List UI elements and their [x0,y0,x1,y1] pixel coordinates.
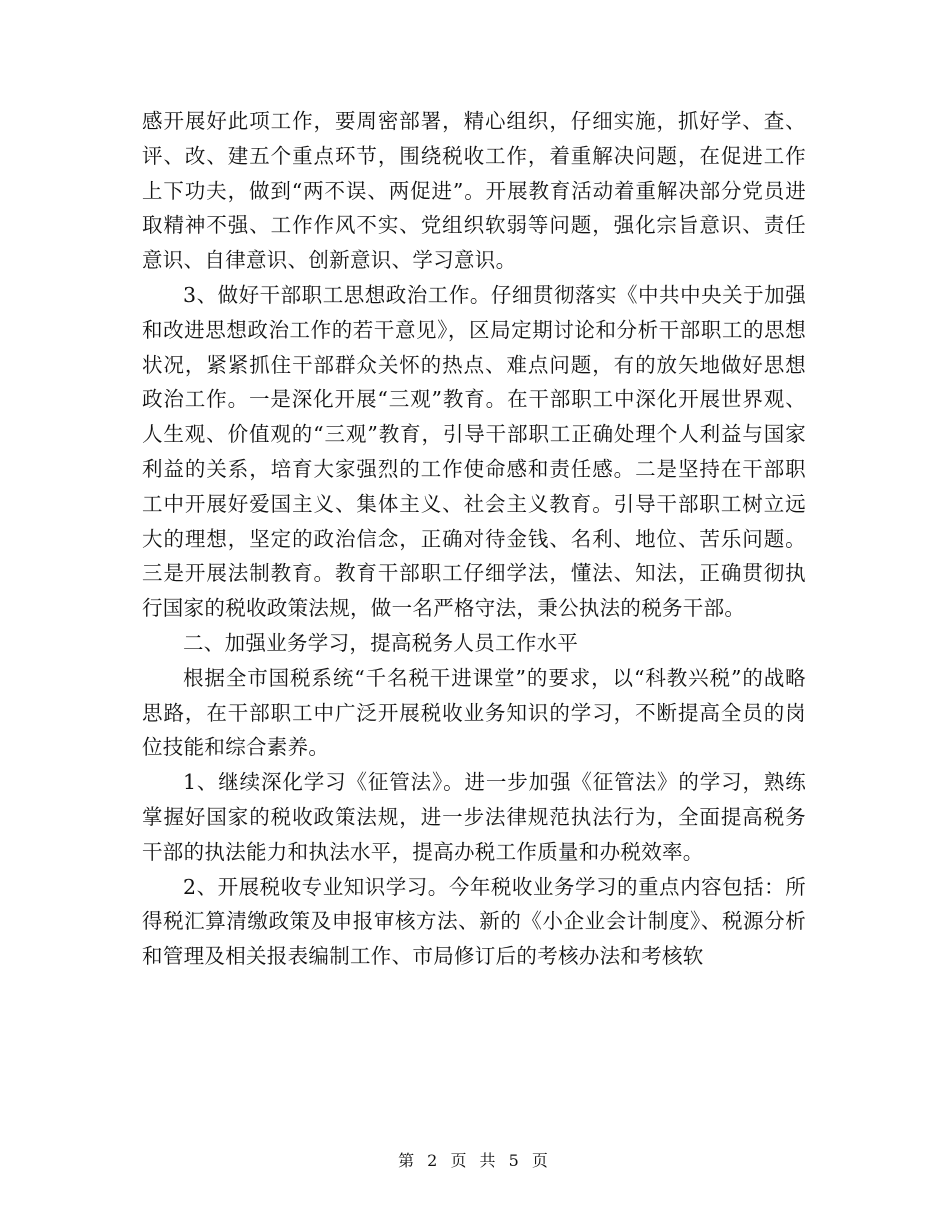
section-heading-business-study: 二、加强业务学习，提高税务人员工作水平 [183,630,579,655]
paragraph-collection-law: 1、继续深化学习《征管法》。进一步加强《征管法》的学习，熟练掌握好国家的税收政策法规，进一步法律规范执法行为，全面提高税务干部的执法能力和执法水平，提高办税工作质量和办税效率。 [142,770,806,864]
paragraph-ideological-work: 3、做好干部职工思想政治工作。仔细贯彻落实《中共中央关于加强和改进思想政治工作的若干意见》，区局定期讨论和分析干部职工的思想状况，紧紧抓住干部群众关怀的热点、难点问题，有的放矢地做好思想政治工作。一是深化开展“三观”教育。在干部职工中深化开展世界观、人生观、价值观的“三观”教育，引导干部职工正确处理个人利益与国家利益的关系，培育大家强烈的工作使命感和责任感。二是坚持在干部职工中开展好爱国主义、集体主义、社会主义教育。引导干部职工树立远大的理想，坚定的政治信念，正确对待金钱、名利、地位、苦乐问题。三是开展法制教育。教育干部职工仔细学法，懂法、知法，正确贯彻执行国家的税收政策法规，做一名严格守法，秉公执法的税务干部。 [142,282,806,621]
page-number-footer: 第 2 页 共 5 页 [398,1151,552,1170]
paragraph-professional-knowledge: 2、开展税收专业知识学习。今年税收业务学习的重点内容包括：所得税汇算清缴政策及申报审核方法、新的《小企业会计制度》、税源分析和管理及相关报表编制工作、市局修订后的考核办法和考核软 [142,874,806,969]
paragraph-study-requirement: 根据全市国税系统“千名税干进课堂”的要求，以“科教兴税”的战略思路，在干部职工中广泛开展税收业务知识的学习，不断提高全员的岗位技能和综合素养。 [142,665,806,760]
document-body [142,104,806,974]
paragraph-continuation: 感开展好此项工作，要周密部署，精心组织，仔细实施，抓好学、查、评、改、建五个重点环节，围绕税收工作，着重解决问题，在促进工作上下功夫，做到“两不误、两促进”。开展教育活动着重解决部分党员进取精神不强、工作作风不实、党组织软弱等问题，强化宗旨意识、责任意识、自律意识、创新意识、学习意识。 [142,109,806,273]
